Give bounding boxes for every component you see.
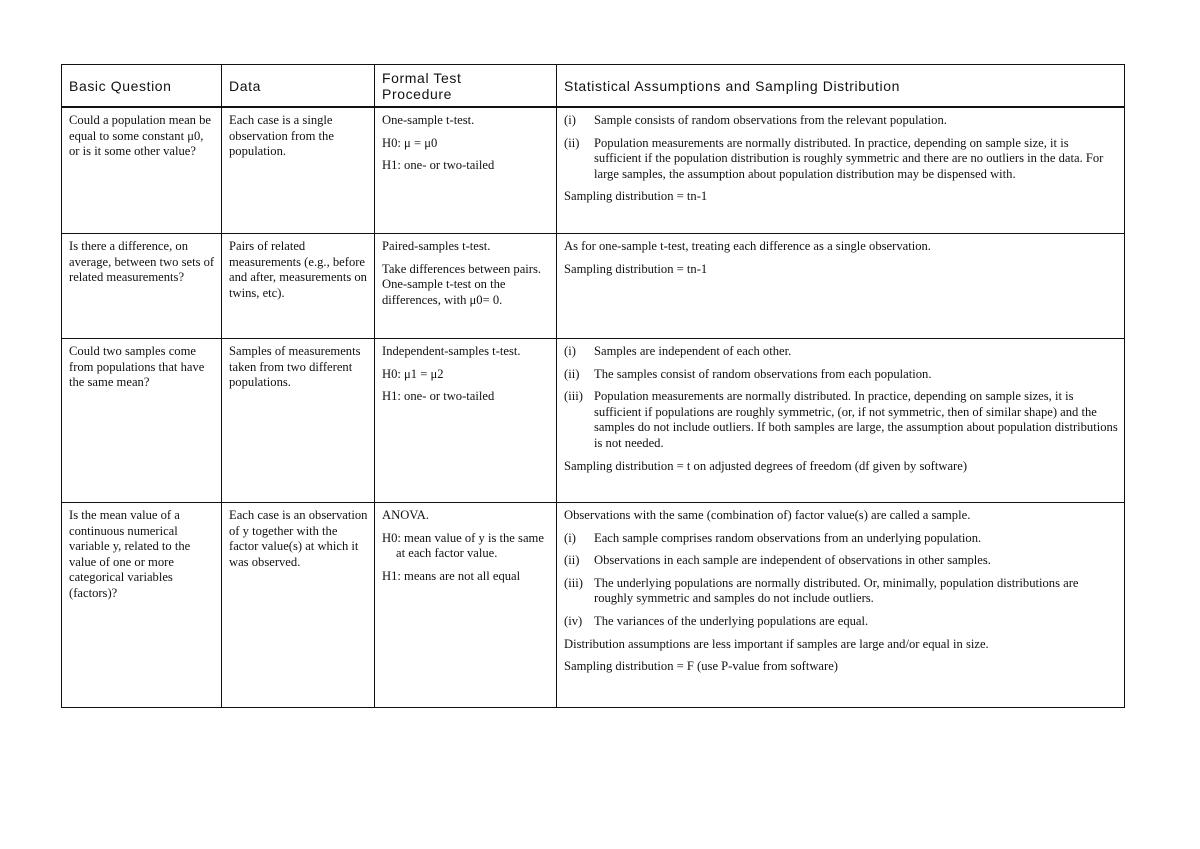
- assumption-item: [564, 531, 1118, 547]
- alt-hypothesis: H1: one- or two-tailed: [382, 389, 495, 404]
- assumptions-cell: [557, 339, 1125, 503]
- assumptions-cell: [557, 234, 1125, 339]
- test-name: Independent-samples t-test.: [382, 344, 521, 358]
- question-cell: Could two samples come from populations that have the same mean?: [62, 339, 222, 503]
- assumption-item: [564, 614, 1118, 630]
- assumption-item: [564, 344, 1118, 360]
- assumption-number: (i): [564, 530, 576, 545]
- assumption-number: (iv): [564, 613, 583, 628]
- header-formal-test-line2: Procedure: [382, 86, 452, 102]
- assumption-text: Population measurements are normally distributed. In practice, depending on sample sizes, it is sufficient if populations are roughly symmetric, (or, if not symmetric, then of similar shape) and the samples do not include outliers. If both samples are large, the assumption about population distributions is not needed.: [594, 389, 1118, 450]
- null-hypothesis: H0: mean value of y is the same at each factor value.: [382, 530, 544, 561]
- assumption-text: Observations in each sample are independent of observations in other samples.: [594, 553, 991, 568]
- sampling-distribution: Sampling distribution = F (use P-value from software): [564, 659, 838, 674]
- null-hypothesis: H0: μ = μ0: [382, 135, 438, 150]
- header-data: Data: [222, 65, 375, 108]
- table-row-one-sample: [62, 107, 1125, 234]
- table-row-independent-samples: [62, 339, 1125, 503]
- test-cell: [375, 107, 557, 234]
- statistical-tests-table: [61, 64, 1125, 708]
- assumption-item: [564, 576, 1118, 607]
- assumption-number: (ii): [564, 135, 580, 150]
- sampling-distribution: Sampling distribution = tn-1: [564, 189, 708, 204]
- assumptions-cell: [557, 503, 1125, 708]
- header-formal-test-procedure: [375, 65, 557, 108]
- assumption-text: Each sample comprises random observations from an underlying population.: [594, 530, 982, 545]
- null-hypothesis: H0: μ1 = μ2: [382, 366, 444, 381]
- alt-hypothesis: H1: means are not all equal: [382, 568, 521, 583]
- assumption-item: [564, 553, 1118, 569]
- test-cell: [375, 503, 557, 708]
- assumption-number: (ii): [564, 553, 580, 568]
- table-header-row: [62, 65, 1125, 108]
- assumption-text: Sample consists of random observations from the relevant population.: [594, 113, 947, 127]
- question-cell: Could a population mean be equal to some constant μ0, or is it some other value?: [62, 107, 222, 234]
- table-row-anova: [62, 503, 1125, 708]
- assumption-number: (ii): [564, 366, 580, 381]
- test-cell: [375, 339, 557, 503]
- assumption-number: (i): [564, 113, 576, 127]
- test-description: Take differences between pairs. One-sample t-test on the differences, with μ0= 0.: [382, 261, 542, 307]
- table-row-paired-samples: [62, 234, 1125, 339]
- question-cell: Is there a difference, on average, between two sets of related measurements?: [62, 234, 222, 339]
- test-cell: [375, 234, 557, 339]
- assumption-item: [564, 136, 1118, 183]
- assumption-item: [564, 113, 1118, 129]
- statistical-tests-table-container: [61, 64, 1124, 708]
- data-cell: Each case is a single observation from the population.: [222, 107, 375, 234]
- header-assumptions: Statistical Assumptions and Sampling Distribution: [557, 65, 1125, 108]
- question-cell: Is the mean value of a continuous numerical variable y, related to the value of one or more categorical variables (factors)?: [62, 503, 222, 708]
- assumption-number: (iii): [564, 575, 583, 590]
- test-name: ANOVA.: [382, 508, 429, 522]
- data-cell: Each case is an observation of y together with the factor value(s) at which it was observed.: [222, 503, 375, 708]
- assumption-text: Population measurements are normally distributed. In practice, depending on sample size, it is sufficient if the population distribution is roughly symmetric and there are no outliers in the data. For large samples, the assumption about population distribution may be dispensed with.: [594, 135, 1104, 181]
- alt-hypothesis: H1: one- or two-tailed: [382, 158, 495, 173]
- assumption-text: The samples consist of random observations from each population.: [594, 366, 932, 381]
- header-formal-test-line1: Formal Test: [382, 70, 462, 86]
- assumption-intro: Observations with the same (combination of) factor value(s) are called a sample.: [564, 508, 971, 522]
- test-name: One-sample t-test.: [382, 113, 475, 127]
- assumption-note: Distribution assumptions are less important if samples are large and/or equal in size.: [564, 636, 989, 651]
- assumption-text: The underlying populations are normally distributed. Or, minimally, population distributions are roughly symmetric and samples do not include outliers.: [594, 575, 1079, 606]
- data-cell: Samples of measurements taken from two different populations.: [222, 339, 375, 503]
- assumption-text: The variances of the underlying populations are equal.: [594, 613, 869, 628]
- sampling-distribution: Sampling distribution = tn-1: [564, 261, 708, 276]
- assumption-intro: As for one-sample t-test, treating each difference as a single observation.: [564, 239, 931, 253]
- test-name: Paired-samples t-test.: [382, 239, 491, 253]
- assumptions-cell: [557, 107, 1125, 234]
- assumption-item: [564, 389, 1118, 451]
- assumption-item: [564, 367, 1118, 383]
- sampling-distribution: Sampling distribution = t on adjusted degrees of freedom (df given by software): [564, 458, 968, 473]
- header-basic-question: Basic Question: [62, 65, 222, 108]
- assumption-text: Samples are independent of each other.: [594, 344, 792, 358]
- assumption-number: (iii): [564, 389, 583, 404]
- assumption-number: (i): [564, 344, 576, 358]
- data-cell: Pairs of related measurements (e.g., before and after, measurements on twins, etc).: [222, 234, 375, 339]
